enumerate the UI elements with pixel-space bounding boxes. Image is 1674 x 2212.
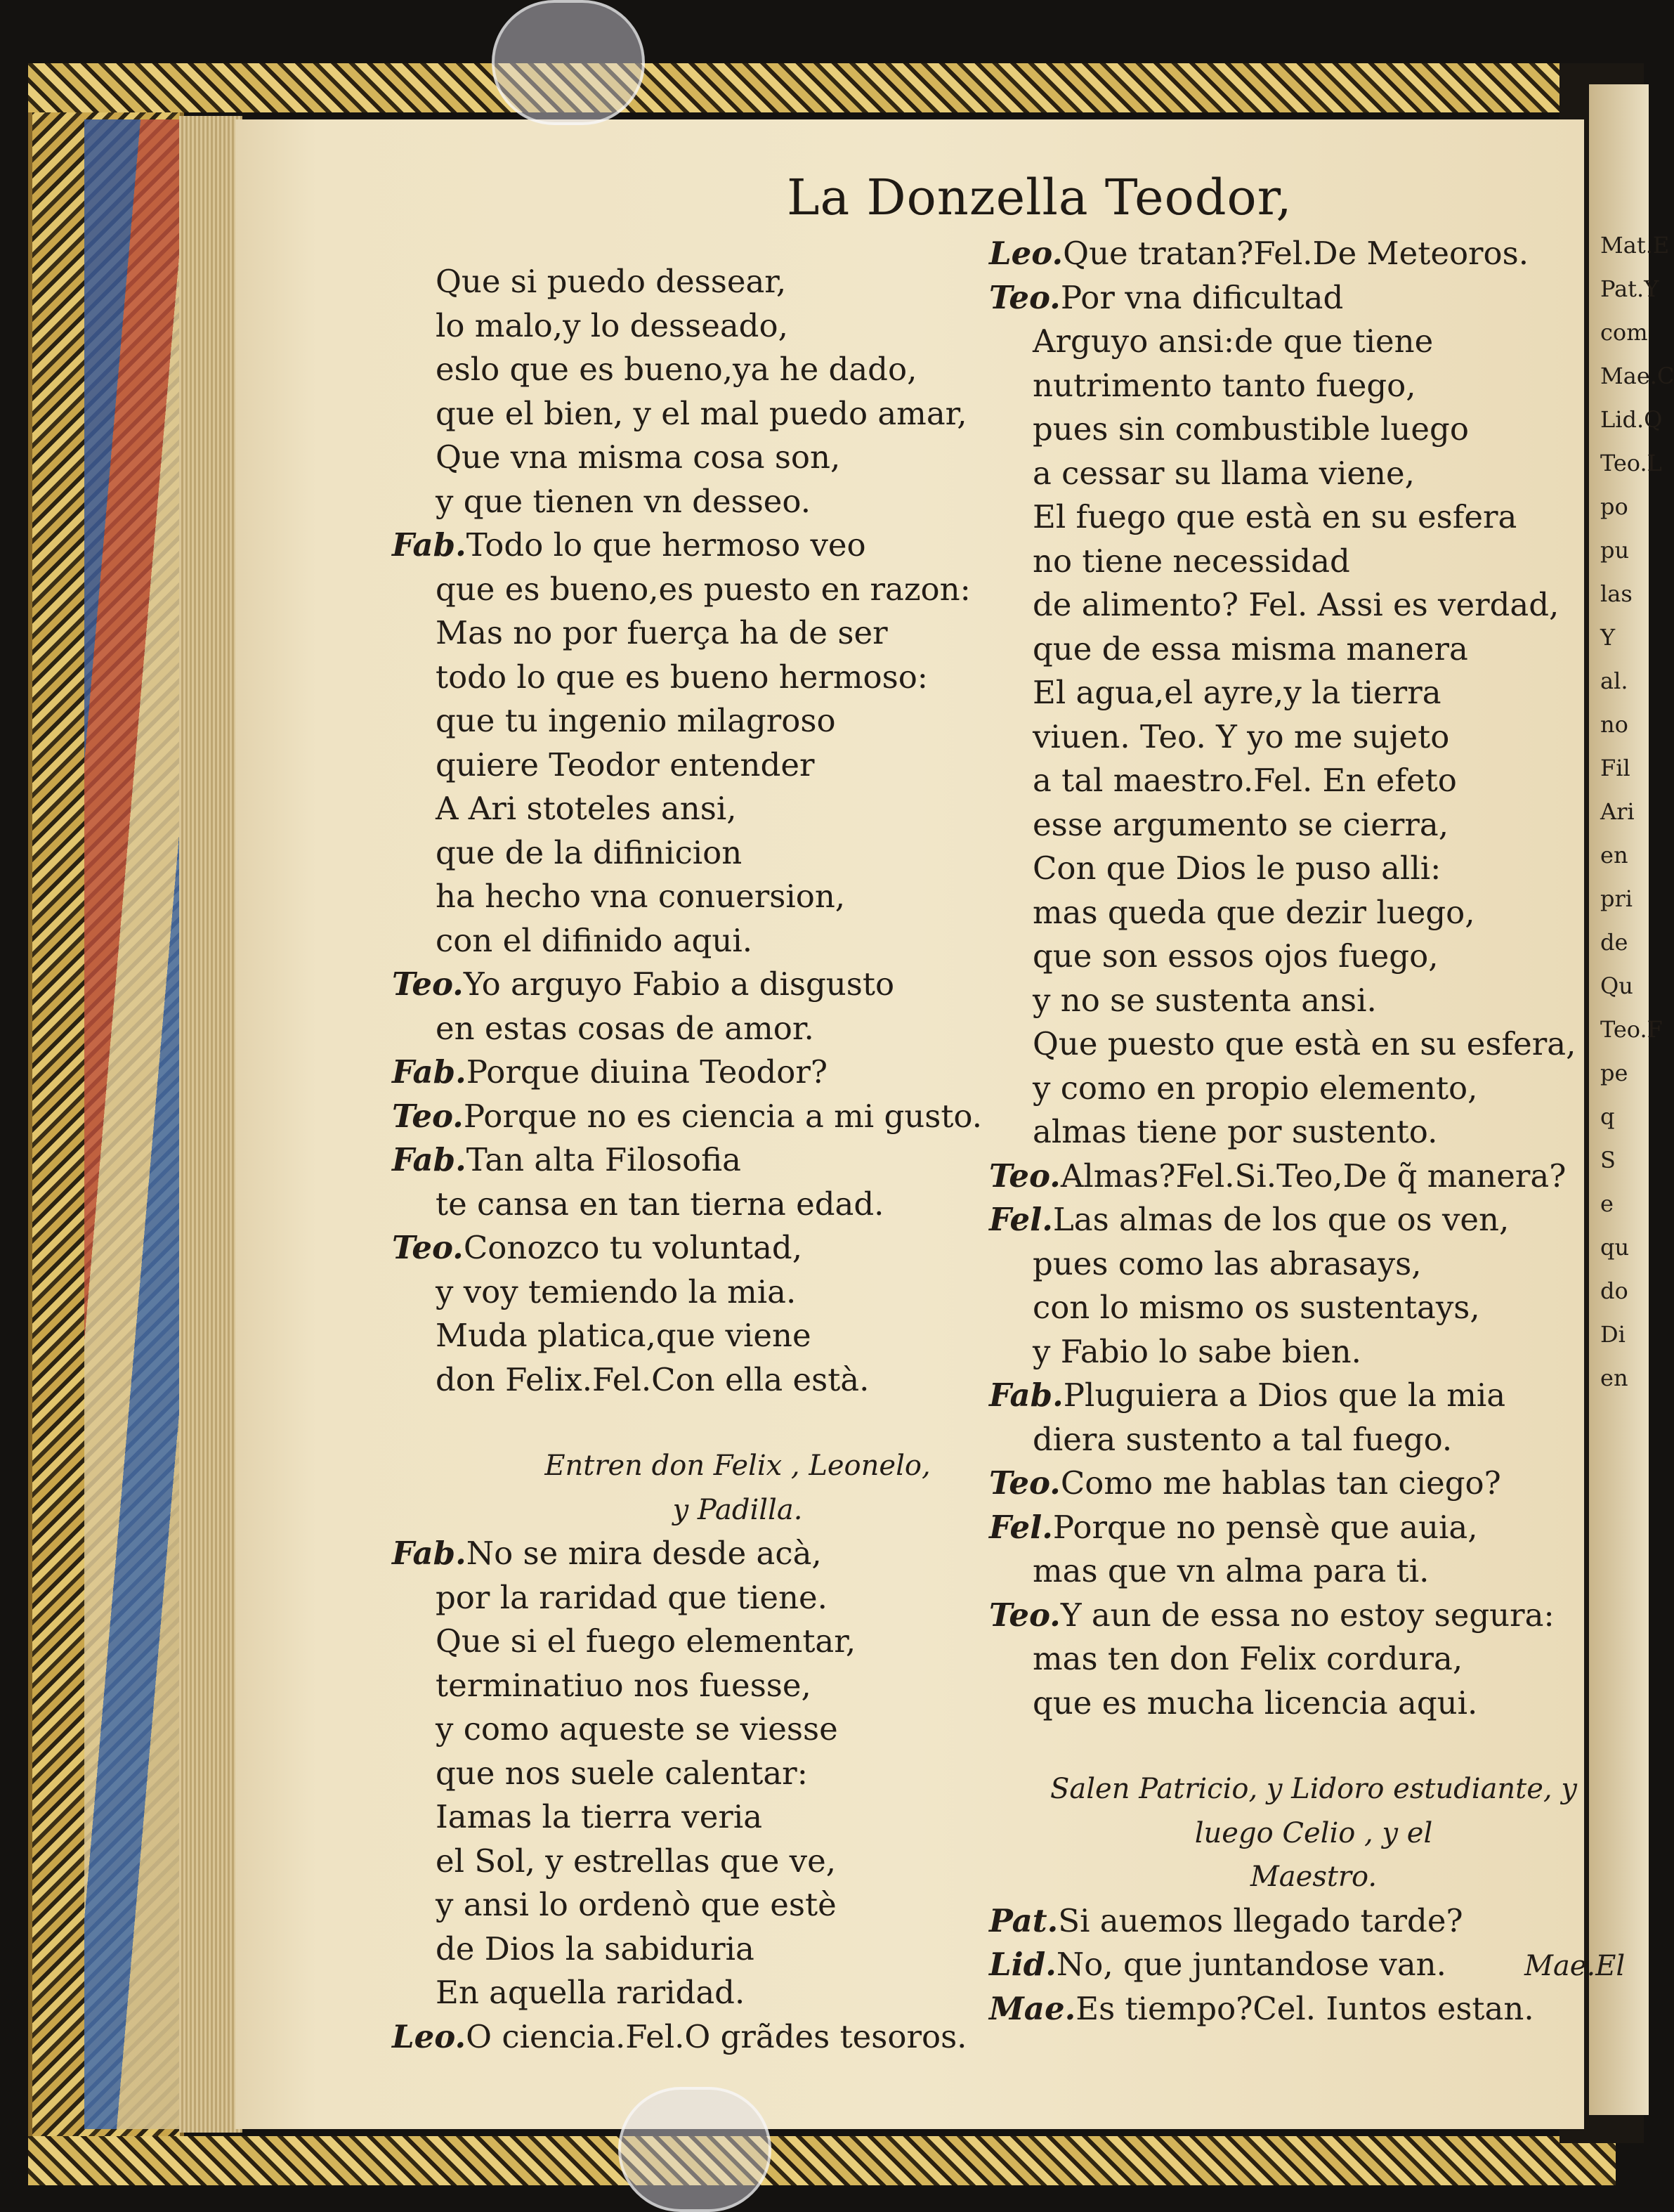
verse-line: pues como las abrasays, — [1033, 1244, 1422, 1282]
speaker-label: Fab. — [989, 1377, 1064, 1414]
verse-line: que de essa misma manera — [1033, 630, 1468, 668]
verse-line: y voy temiendo la mia. — [436, 1273, 797, 1310]
speech-line — [392, 1138, 1040, 1183]
page-clip-top — [492, 0, 645, 125]
verse-line: y no se sustenta ansi. — [1033, 981, 1377, 1019]
speech-line — [989, 276, 1595, 320]
verse-text: Yo arguyo Fabio a disgusto — [463, 965, 895, 1003]
stage-direction: Salen Patricio, y Lidoro estudiante, y — [1050, 1773, 1577, 1805]
speech-line — [989, 232, 1595, 276]
facing-page-fragment: Fil — [1600, 755, 1630, 781]
verse-text: Pluguiera a Dios que la mia — [1063, 1377, 1506, 1414]
verse-line: el Sol, y estrellas que ve, — [436, 1842, 837, 1880]
verse-line: Que vna misma cosa son, — [436, 438, 841, 476]
facing-page-fragment: Pat.Y — [1600, 275, 1659, 302]
stage-direction: y Padilla. — [672, 1493, 803, 1526]
verse-line: Mas no por fuerça ha de ser — [436, 614, 888, 651]
verse-line: por la raridad que tiene. — [436, 1578, 828, 1616]
verse-line: y como aqueste se viesse — [436, 1710, 838, 1748]
verse-line: que son essos ojos fuego, — [1033, 937, 1439, 975]
speaker-label: Leo. — [989, 235, 1064, 272]
verse-line: Que si el fuego elementar, — [436, 1622, 856, 1660]
speaker-label: Lid. — [989, 1946, 1057, 1983]
verse-line: en estas cosas de amor. — [436, 1009, 814, 1047]
verse-line: pues sin combustible luego — [1033, 410, 1469, 448]
verse-text: No, que juntandose van. — [1056, 1946, 1446, 1983]
verse-line: no tiene necessidad — [1033, 542, 1350, 580]
speaker-label: Fab. — [392, 526, 466, 564]
facing-page-fragment: pe — [1600, 1060, 1628, 1086]
verse-line: Muda platica,que viene — [436, 1317, 811, 1354]
speech-line — [989, 1594, 1595, 1638]
facing-page-fragment: com — [1600, 319, 1648, 346]
speech-line — [989, 1462, 1595, 1506]
facing-page-fragment: Mat.E — [1600, 232, 1670, 259]
verse-line: Que puesto que està en su esfera, — [1033, 1025, 1576, 1062]
verse-text: Que tratan?Fel.De Meteoros. — [1063, 235, 1529, 272]
verse-line: a tal maestro.Fel. En efeto — [1033, 762, 1457, 799]
verse-line: y que tienen vn desseo. — [436, 482, 811, 520]
speech-line — [392, 963, 1040, 1007]
verse-line: lo malo,y lo desseado, — [436, 306, 788, 344]
facing-page-fragment: Qu — [1600, 972, 1633, 999]
speech-line — [989, 1899, 1595, 1944]
verse-line: nutrimento tanto fuego, — [1033, 366, 1416, 404]
verse-line: viuen. Teo. Y yo me sujeto — [1033, 717, 1450, 755]
facing-page-fragment: Di — [1600, 1321, 1626, 1348]
speaker-label: Teo. — [392, 1229, 464, 1266]
marbled-endpaper — [84, 119, 190, 2129]
verse-line: con lo mismo os sustentays, — [1033, 1289, 1480, 1326]
right-text-column — [989, 232, 1595, 2031]
verse-line: te cansa en tan tierna edad. — [436, 1185, 884, 1223]
verse-line: de alimento? Fel. Assi es verdad, — [1033, 586, 1559, 623]
speaker-label: Teo. — [392, 965, 464, 1003]
facing-page-fragment: e — [1600, 1190, 1614, 1217]
facing-page-fragment: S — [1600, 1147, 1616, 1173]
speaker-label: Leo. — [392, 2017, 466, 2055]
speaker-label: Fab. — [392, 1535, 466, 1572]
speaker-label: Fel. — [989, 1201, 1053, 1238]
verse-text: Conozco tu voluntad, — [463, 1229, 803, 1266]
facing-page-fragment: en — [1600, 1365, 1628, 1391]
verse-text: Tan alta Filosofia — [466, 1141, 741, 1178]
speech-line — [392, 1532, 1040, 1576]
catchword: Mae.El — [1524, 1950, 1626, 1982]
speech-line — [989, 1506, 1595, 1550]
verse-text: Las almas de los que os ven, — [1052, 1201, 1510, 1238]
speaker-label: Fab. — [392, 1141, 466, 1178]
speech-line — [392, 1050, 1040, 1095]
gilt-bottom-edge — [28, 2136, 1616, 2185]
speaker-label: Pat. — [989, 1901, 1059, 1939]
verse-line: A Ari stoteles ansi, — [436, 790, 737, 827]
verse-line: que nos suele calentar: — [436, 1754, 808, 1792]
gilt-top-edge — [28, 63, 1616, 112]
verse-line: todo lo que es bueno hermoso: — [436, 658, 928, 696]
verse-line: almas tiene por sustento. — [1033, 1113, 1438, 1150]
speaker-label: Fab. — [392, 1053, 466, 1091]
facing-page-fragment: po — [1600, 493, 1628, 520]
verse-line: don Felix.Fel.Con ella està. — [436, 1360, 870, 1398]
speaker-label: Teo. — [989, 1596, 1061, 1634]
speaker-label: Teo. — [989, 278, 1061, 316]
speaker-label: Mae. — [989, 1989, 1076, 2027]
facing-page-fragment: pri — [1600, 885, 1633, 912]
speech-line — [392, 523, 1040, 568]
stanza-gap — [1033, 1725, 1595, 1767]
verse-text: Si auemos llegado tarde? — [1058, 1901, 1463, 1939]
verse-line: terminatiuo nos fuesse, — [436, 1666, 811, 1704]
page-stack — [179, 116, 242, 2133]
verse-text: Es tiempo?Cel. Iuntos estan. — [1075, 1989, 1534, 2027]
verse-line: En aquella raridad. — [436, 1974, 745, 2011]
verse-text: Porque diuina Teodor? — [466, 1053, 828, 1091]
verse-line: mas queda que dezir luego, — [1033, 893, 1475, 931]
speech-line — [392, 1095, 1040, 1139]
verse-line: Con que Dios le puso alli: — [1033, 850, 1441, 887]
facing-page-fragment: Teo.L — [1600, 450, 1662, 476]
speech-line — [989, 1374, 1595, 1418]
stage-direction: Maestro. — [1250, 1861, 1378, 1893]
facing-page-fragment: Mae.C — [1600, 363, 1674, 389]
verse-line: y ansi lo ordenò que estè — [436, 1886, 837, 1923]
facing-page-fragment: Lid.Q — [1600, 406, 1663, 433]
speech-line — [989, 1154, 1595, 1199]
verse-line: El agua,el ayre,y la tierra — [1033, 674, 1441, 711]
verse-line: que es bueno,es puesto en razon: — [436, 570, 971, 608]
facing-page-fragment: al. — [1600, 668, 1628, 694]
verse-text: Todo lo que hermoso veo — [466, 526, 866, 564]
verse-line: El fuego que està en su esfera — [1033, 498, 1517, 535]
verse-line: mas ten don Felix cordura, — [1033, 1640, 1463, 1677]
verse-line: esse argumento se cierra, — [1033, 805, 1449, 843]
verse-line: de Dios la sabiduria — [436, 1930, 754, 1967]
speech-line — [989, 1987, 1595, 2031]
verse-text: Y aun de essa no estoy segura: — [1060, 1596, 1555, 1634]
stage-direction: Entren don Felix , Leonelo, — [544, 1450, 931, 1482]
facing-page-fragment: do — [1600, 1277, 1628, 1304]
facing-page-fragment: Y — [1600, 624, 1616, 651]
facing-page-fragment: en — [1600, 842, 1628, 868]
speech-line — [989, 1198, 1595, 1242]
verse-text: Porque no pensè que auia, — [1052, 1508, 1478, 1546]
speaker-label: Fel. — [989, 1508, 1053, 1546]
verse-line: eslo que es bueno,ya he dado, — [436, 351, 917, 388]
left-text-column — [392, 260, 1040, 2059]
facing-page-fragment: pu — [1600, 537, 1630, 564]
speech-line — [392, 1226, 1040, 1270]
facing-page-fragment: qu — [1600, 1234, 1630, 1261]
speaker-label: Teo. — [989, 1157, 1061, 1195]
page-heading: La Donzella Teodor, — [787, 169, 1293, 226]
verse-line: mas que vn alma para ti. — [1033, 1552, 1430, 1589]
verse-line: y como en propio elemento, — [1033, 1069, 1478, 1107]
facing-page-fragment: no — [1600, 711, 1628, 738]
verse-line: quiere Teodor entender — [436, 746, 815, 783]
verse-line: que de la difinicion — [436, 833, 743, 871]
verse-line: Que si puedo dessear, — [436, 263, 787, 300]
verse-line: que tu ingenio milagroso — [436, 702, 836, 739]
speaker-label: Teo. — [989, 1464, 1061, 1502]
verse-text: No se mira desde acà, — [466, 1535, 822, 1572]
stanza-gap — [436, 1402, 1040, 1444]
verse-text: Porque no es ciencia a mi gusto. — [463, 1097, 983, 1135]
verse-line: con el difinido aqui. — [436, 921, 753, 959]
facing-page-fragment: q — [1600, 1103, 1615, 1130]
facing-page-fragment: las — [1600, 580, 1633, 607]
verse-line: que el bien, y el mal puedo amar, — [436, 394, 967, 432]
verse-line: que es mucha licencia aqui. — [1033, 1684, 1478, 1722]
facing-page-fragment: Teo.F — [1600, 1016, 1663, 1043]
facing-page-fragment: de — [1600, 929, 1628, 956]
verse-line: diera sustento a tal fuego. — [1033, 1420, 1453, 1458]
verse-text: Por vna dificultad — [1060, 278, 1344, 316]
verse-text: Como me hablas tan ciego? — [1060, 1464, 1501, 1502]
speech-line — [989, 1943, 1595, 1987]
stage-direction: luego Celio , y el — [1194, 1816, 1433, 1849]
verse-text: O ciencia.Fel.O grãdes tesoros. — [466, 2017, 967, 2055]
verse-line: y Fabio lo sabe bien. — [1033, 1332, 1361, 1370]
verse-line: Arguyo ansi:de que tiene — [1033, 323, 1434, 360]
facing-page-fragment: Ari — [1600, 798, 1635, 825]
verse-line: a cessar su llama viene, — [1033, 454, 1415, 492]
verse-text: Almas?Fel.Si.Teo,De q̃ manera? — [1060, 1157, 1567, 1195]
verse-line: Iamas la tierra veria — [436, 1798, 763, 1835]
verse-line: ha hecho vna conuersion, — [436, 878, 846, 915]
speech-line — [392, 2015, 1040, 2060]
page-clip-bottom — [618, 2087, 771, 2212]
speaker-label: Teo. — [392, 1097, 464, 1135]
